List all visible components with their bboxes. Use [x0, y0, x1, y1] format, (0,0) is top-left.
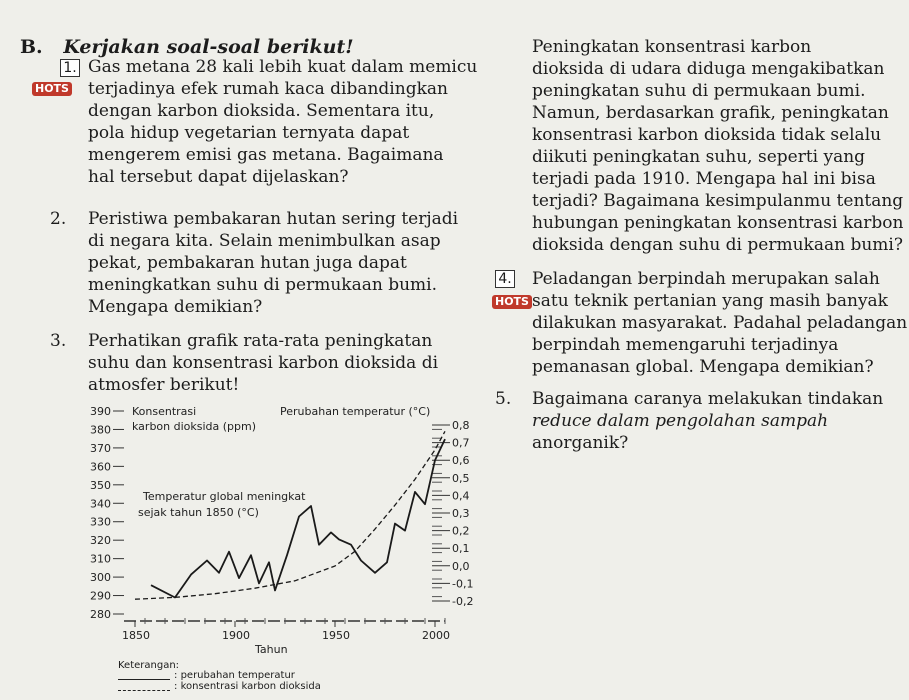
question-2-line-5: Mengapa demikian?: [88, 297, 263, 317]
question-3-number: 3.: [50, 331, 67, 351]
y-left-tick-label: 280: [90, 608, 111, 621]
section-title: Kerjakan soal-soal berikut!: [63, 36, 354, 58]
question-4-number-box: [495, 268, 515, 288]
question-4-line-1: Peladangan berpindah merupakan salah: [532, 269, 880, 289]
legend-label-co2: : konsentrasi karbon dioksida: [174, 681, 321, 692]
question-1-line-3: dengan karbon dioksida. Sementara itu,: [88, 101, 435, 121]
chart-title-left-line-2: karbon dioksida (ppm): [132, 420, 257, 433]
question-3-continued-line-8: terjadi? Bagaimana kesimpulanmu tentang: [532, 191, 904, 211]
temperature-co2-chart: [0, 395, 480, 700]
question-4-line-4: berpindah memengaruhi terjadinya: [532, 335, 839, 355]
question-1-hots-badge: [32, 78, 72, 97]
y-right-tick-label: 0,1: [452, 542, 470, 556]
question-3-continued-line-2: dioksida di udara diduga mengakibatkan: [532, 59, 885, 79]
question-1-line-1: Gas metana 28 kali lebih kuat dalam memicu: [88, 57, 478, 77]
question-5-line-2: reduce dalam pengolahan sampah: [532, 411, 829, 431]
question-1-line-4: pola hidup vegetarian ternyata dapat: [88, 123, 410, 143]
chart-annotation-line-2: sejak tahun 1850 (°C): [138, 506, 259, 519]
question-3-continued-line-10: dioksida dengan suhu di permukaan bumi?: [532, 235, 903, 255]
legend-solid-line-icon: [118, 673, 170, 680]
y-left-tick-label: 350: [90, 478, 111, 492]
y-left-tick-label: 290: [90, 589, 111, 603]
section-letter: B.: [20, 36, 43, 58]
x-tick-label: 1850: [122, 629, 150, 642]
y-right-tick-label: 0,5: [452, 471, 470, 485]
question-2-line-2: di negara kita. Selain menimbulkan asap: [88, 231, 441, 251]
question-2-number: 2.: [50, 209, 67, 229]
question-2-line-1: Peristiwa pembakaran hutan sering terjadi: [88, 209, 459, 229]
question-5-line-3: anorganik?: [532, 433, 629, 453]
question-4-line-2: satu teknik pertanian yang masih banyak: [532, 291, 888, 311]
y-right-tick-label: 0,3: [452, 507, 470, 520]
question-3-line-1: Perhatikan grafik rata-rata peningkatan: [88, 331, 433, 351]
y-left-tick-label: 310: [90, 552, 111, 566]
x-tick-label: 1950: [322, 629, 350, 642]
hots-badge: HOTS: [492, 295, 532, 309]
x-tick-label: 2000: [422, 629, 450, 642]
question-2-line-4: meningkatkan suhu di permukaan bumi.: [88, 275, 438, 295]
question-3-continued-line-4: Namun, berdasarkan grafik, peningkatan: [532, 103, 889, 123]
question-4-line-5: pemanasan global. Mengapa demikian?: [532, 357, 874, 377]
question-4-line-3: dilakukan masyarakat. Padahal peladangan: [532, 313, 908, 333]
y-left-tick-label: 390: [90, 405, 111, 418]
question-4-hots-badge: [492, 291, 532, 310]
chart-annotation-line-1: Temperatur global meningkat: [143, 490, 306, 503]
y-left-tick-label: 360: [90, 460, 111, 474]
chart-legend-title: Keterangan:: [118, 660, 180, 671]
question-1-number: 1.: [60, 59, 80, 77]
y-right-tick-label: 0,6: [452, 454, 470, 468]
legend-label-temperature: : perubahan temperatur: [174, 670, 295, 681]
question-3-continued-line-7: terjadi pada 1910. Mengapa hal ini bisa: [532, 169, 876, 189]
y-left-tick-label: 370: [90, 441, 111, 455]
question-1-line-6: hal tersebut dapat dijelaskan?: [88, 167, 349, 187]
question-3-continued-line-5: konsentrasi karbon dioksida tidak selalu: [532, 125, 882, 145]
y-right-tick-label: 0,4: [452, 489, 470, 503]
y-left-tick-label: 380: [90, 423, 111, 437]
question-3-continued-line-3: peningkatan suhu di permukaan bumi.: [532, 81, 866, 101]
y-left-tick-label: 300: [90, 571, 111, 585]
y-right-tick-label: 0,0: [452, 559, 470, 573]
legend-label-co2-text: konsentrasi karbon dioksida: [180, 681, 321, 692]
y-right-tick-label: -0,1: [452, 577, 474, 591]
chart-title-right: Perubahan temperatur (°C): [280, 405, 431, 418]
question-3-continued-line-1: Peningkatan konsentrasi karbon: [532, 37, 812, 57]
y-left-tick-label: 330: [90, 515, 111, 529]
question-4-number: 4.: [495, 270, 515, 288]
question-5-number: 5.: [495, 389, 512, 409]
question-3-continued-line-9: hubungan peningkatan konsentrasi karbon: [532, 213, 904, 233]
hots-badge: HOTS: [32, 82, 72, 96]
question-1-number-box: [60, 57, 80, 77]
legend-label-temperature-text: perubahan temperatur: [180, 670, 295, 681]
question-3-continued-line-6: diikuti peningkatan suhu, seperti yang: [532, 147, 866, 167]
section-heading: [20, 36, 354, 58]
question-3-line-3: atmosfer berikut!: [88, 375, 240, 395]
chart-xlabel: Tahun: [255, 643, 288, 656]
y-right-tick-label: 0,8: [452, 419, 470, 432]
question-1-line-2: terjadinya efek rumah kaca dibandingkan: [88, 79, 448, 99]
y-left-tick-label: 340: [90, 497, 111, 511]
y-left-tick-label: 320: [90, 534, 111, 548]
x-tick-label: 1900: [222, 629, 250, 642]
question-1-line-5: mengerem emisi gas metana. Bagaimana: [88, 145, 444, 165]
y-right-tick-label: 0,7: [452, 436, 470, 450]
y-right-tick-label: -0,2: [452, 595, 474, 608]
question-3-line-2: suhu dan konsentrasi karbon dioksida di: [88, 353, 439, 373]
legend-dashed-line-icon: [118, 684, 170, 691]
chart-title-left-line-1: Konsentrasi: [132, 405, 197, 418]
question-5-line-1: Bagaimana caranya melakukan tindakan: [532, 389, 884, 409]
y-right-tick-label: 0,2: [452, 524, 470, 538]
question-2-line-3: pekat, pembakaran hutan juga dapat: [88, 253, 407, 273]
